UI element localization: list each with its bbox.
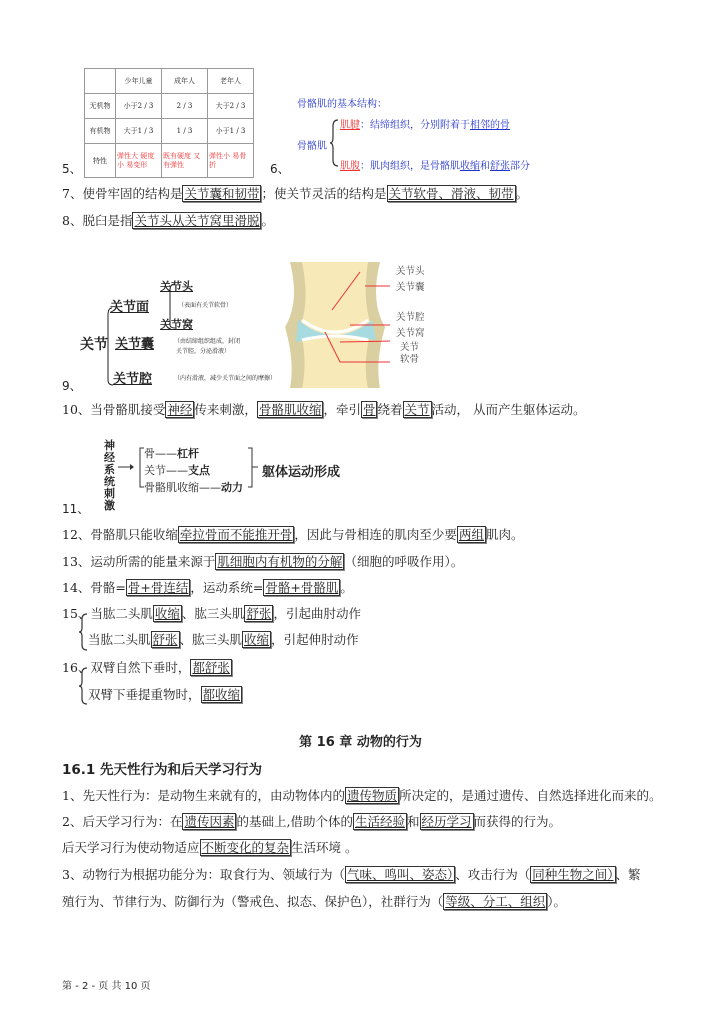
boxed-answer: 关节头从关节窝里滑脱 [134,213,260,228]
boxed-answer: 同种生物之间） [532,867,614,882]
boxed-answer: 都收缩 [202,687,241,702]
boxed-answer: 神经 [167,402,193,417]
boxed-answer: 骨 [362,402,376,417]
boxed-answer: 骨骼肌收缩 [258,402,322,417]
tendon-underline: 相邻的骨 [470,120,510,131]
label-joint-head: 关节头 [396,266,425,277]
text-segment: 的基础上,借助个体的 [236,814,353,829]
text-line [62,866,641,884]
joint-capsule: 关节囊 [115,337,155,352]
item-number: 5、 [62,162,82,176]
text-segment: ）。 [547,894,567,909]
chapter-title: 第 16 章 动物的行为 [299,735,422,750]
text-segment: 殖行为、节律行为、防御行为（警戒色、拟态、保护色），社群行为（ [62,894,444,909]
text-segment: 2、后天学习行为：在 [62,814,183,829]
text-segment: 所决定的，是通过遗传、自然选择进化而来的。 [398,788,662,803]
boxed-answer: 肌细胞内有机物的分解 [217,554,343,569]
label-joint-capsule: 关节囊 [396,282,425,293]
text-segment: 双臂下垂提重物时， [88,687,201,702]
table-cell: 大于2 / 3 [208,94,254,119]
item-number: 6、 [270,162,290,176]
text-line [62,212,274,230]
text-line [62,813,561,831]
text-segment: 8、脱臼是指 [62,213,133,228]
text-line [62,839,358,857]
text-line [88,686,242,704]
boxed-answer: 舒张 [152,632,178,647]
text-segment: ，引起伸肘动作 [271,632,359,647]
text-line [62,659,232,677]
item-number: 11、 [62,502,90,516]
muscle-root: 骨骼肌 [297,141,327,152]
text-segment: 14、骨骼= [62,580,126,595]
text-segment: 1、先天性行为：是动物生来就有的，由动物体内的 [62,788,345,803]
belly-text: ：肌肉组织，是骨骼肌 [360,161,460,172]
lever-joint: 关节—— [144,464,188,477]
text-line [62,579,353,597]
muscle-structure-title: 骨骼肌的基本结构： [297,99,387,110]
capsule-note: 关节腔，分泌滑液） [176,348,231,355]
text-segment: ，引起曲肘动作 [273,606,361,621]
table-header: 少年儿童 [116,69,162,94]
text-segment: 。 [340,580,353,595]
knee-joint-illustration [280,262,390,388]
boxed-answer: 舒张 [246,606,272,621]
label-joint: 关节 [400,342,420,353]
boxed-answer: 遗传因素 [184,814,235,829]
brace-icon [329,118,339,168]
text-segment: 后天学习行为使动物适应 [62,840,200,855]
table-cell: 有机物 [85,119,116,144]
belly-line [340,157,530,172]
cavity-note: （内有滑液，减少关节面之间的摩擦） [174,375,277,382]
text-line [62,185,528,203]
text-line [62,787,662,805]
text-segment: 3、动物行为根据功能分为：取食行为、领域行为（ [62,867,345,882]
text-line [62,526,523,544]
text-segment: （细胞的呼吸作用）。 [344,554,464,569]
text-segment: 当肱二头肌 [88,632,151,647]
text-segment: 16、双臂自然下垂时， [62,660,191,675]
text-segment: ；使关节灵活的结构是 [261,186,387,201]
table-cell: 无机物 [85,94,116,119]
text-segment: 、肱三头肌 [181,606,245,621]
text-segment: 传来刺激， [194,402,257,417]
boxed-answer: 不断变化的复杂 [201,840,290,855]
table-cell: 1 / 3 [162,119,208,144]
boxed-answer: 经历学习 [421,814,472,829]
text-segment: 12、骨骼肌只能收缩 [62,527,178,542]
boxed-answer: 气味、鸣叫、姿态） [346,867,454,882]
table-cell: 小于2 / 3 [116,94,162,119]
text-segment: 、攻击行为（ [455,867,531,882]
joint-root: 关节 [80,337,108,353]
label-cartilage: 软骨 [400,354,420,365]
text-segment: 13、运动所需的能量来源于 [62,554,216,569]
text-line [62,401,586,419]
boxed-answer: 骨骼+骨骼肌 [265,580,339,595]
belly-text: 和 [480,161,490,172]
joint-socket: 关节窝 [160,318,193,331]
lever-muscle: 骨骼肌收缩—— [144,481,221,494]
lever-role: 支点 [188,464,210,477]
table-cell: 弹性大 硬度小 易变形 [116,144,162,178]
section-title: 16.1 先天性行为和后天学习行为 [62,762,263,778]
text-segment: 而获得的行为。 [473,814,562,829]
tendon-term: 肌腱 [340,120,360,131]
boxed-answer: 收缩 [244,632,270,647]
lever-role: 杠杆 [177,447,199,460]
text-segment: 和 [406,814,420,829]
bone-composition-table [84,68,254,178]
text-segment: 。 [515,186,529,201]
boxed-answer: 等级、分工、组织 [445,894,546,909]
lever-role: 动力 [221,481,243,494]
boxed-answer: 关节 [404,402,430,417]
table-cell: 弹性小 易骨折 [208,144,254,178]
joint-cavity: 关节腔 [113,372,153,387]
text-segment: 15、当肱二头肌 [62,606,153,621]
movement-result: 躯体运动形成 [262,465,341,480]
table-header: 老年人 [208,69,254,94]
tendon-text: ：结缔组织，分别附着于 [360,120,470,131]
text-line [62,893,566,911]
table-cell: 特性 [85,144,116,178]
lever-model [144,445,243,496]
boxed-answer: 关节软骨、滑液、韧带 [388,186,514,201]
belly-underline: 舒张 [490,161,510,172]
boxed-answer: 牵拉骨而不能推开骨 [179,527,293,542]
text-line [62,605,361,623]
joint-surface: 关节面 [110,300,150,315]
text-segment: 生活环境 。 [291,840,358,855]
boxed-answer: 两组 [458,527,484,542]
table-header [85,69,116,94]
boxed-answer: 都舒张 [192,660,230,675]
boxed-answer: 骨+骨连结 [127,580,189,595]
item-number: 9、 [62,379,82,393]
cartilage-note: （表面有关节软骨） [178,302,233,309]
text-segment: 绕着 [377,402,403,417]
text-segment: 肌肉。 [485,527,524,542]
boxed-answer: 遗传物质 [346,788,397,803]
text-segment: 10、当骨骼肌接受 [62,402,166,417]
boxed-answer: 生活经验 [354,814,405,829]
table-cell: 大于1 / 3 [116,119,162,144]
text-segment: ，牵引 [323,402,361,417]
text-segment: 、繁 [615,867,641,882]
text-segment: ，运动系统= [190,580,264,595]
capsule-note: （由结缔组织组成，封闭 [174,338,241,345]
text-segment: ，因此与骨相连的肌肉至少要 [294,527,457,542]
text-segment: 、肱三头肌 [179,632,243,647]
boxed-answer: 收缩 [154,606,180,621]
text-line [62,553,463,571]
table-header: 成年人 [162,69,208,94]
nerve-stimulus: 神经系统刺激 [104,439,115,512]
lever-bone: 骨—— [144,447,177,460]
knee-labels [396,264,425,366]
label-joint-cavity: 关节腔 [396,312,425,323]
belly-term: 肌腹 [340,161,360,172]
boxed-answer: 关节囊和韧带 [184,186,260,201]
table-cell: 小于1 / 3 [208,119,254,144]
text-segment: 7、使骨牢固的结构是 [62,186,183,201]
label-joint-socket: 关节窝 [396,328,425,339]
belly-text: 部分 [510,161,530,172]
text-segment: 活动， 从而产生躯体运动。 [431,402,586,417]
belly-underline: 收缩 [460,161,480,172]
page-footer: 第 - 2 - 页 共 10 页 [62,981,151,992]
table-cell: 既有硬度 又有弹性 [162,144,208,178]
text-line [88,631,359,649]
tendon-line [340,116,510,131]
joint-head: 关节头 [160,280,193,293]
text-segment: 。 [261,213,274,228]
table-cell: 2 / 3 [162,94,208,119]
